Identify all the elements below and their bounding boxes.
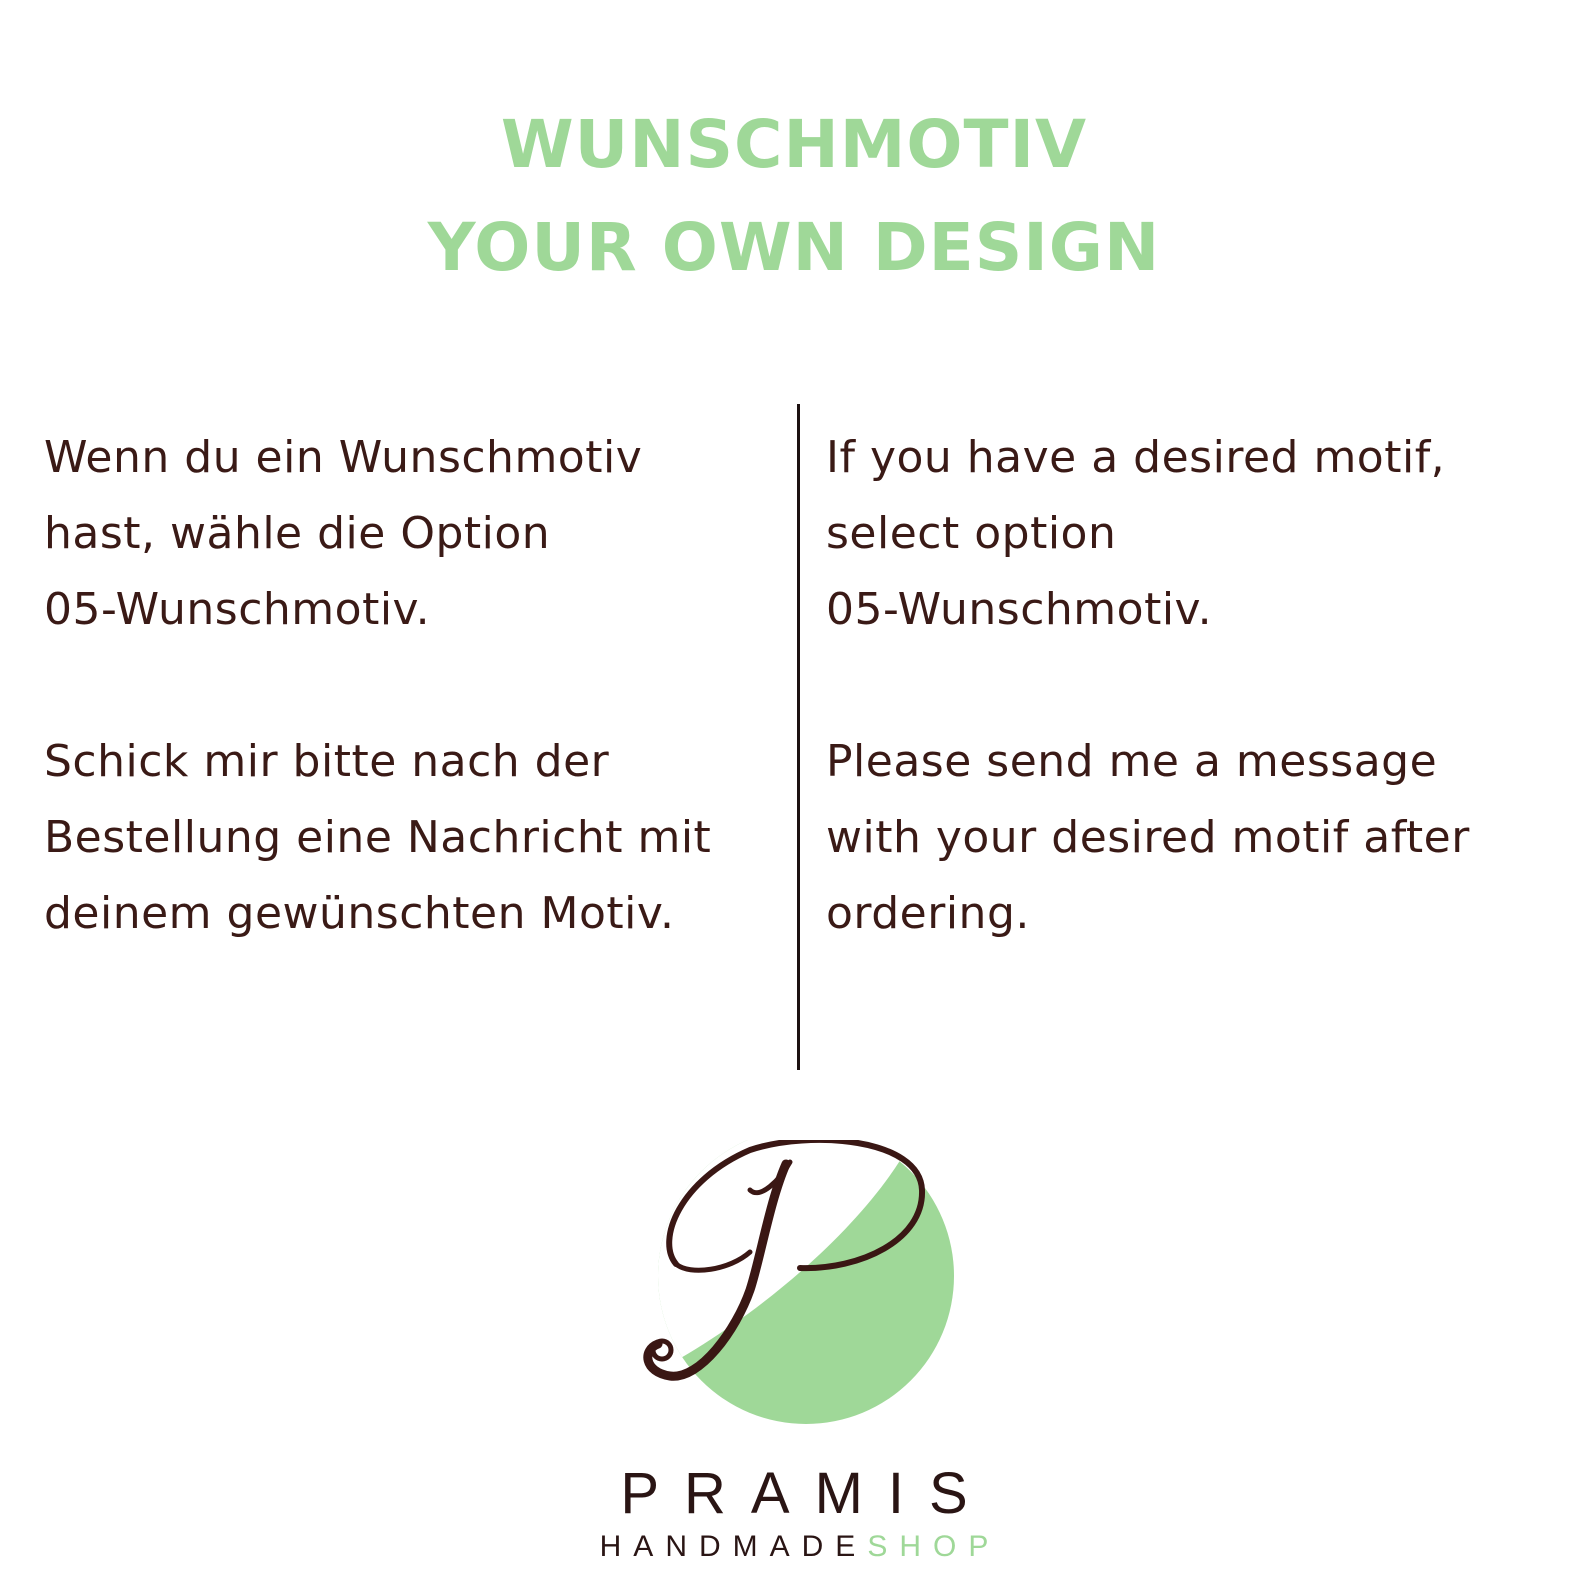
- text-line: hast, wähle die Option: [44, 508, 551, 559]
- brand-tagline: [0, 1532, 1588, 1562]
- english-paragraph-option: [826, 420, 1566, 648]
- pramis-logo-icon: [640, 1140, 960, 1440]
- english-paragraph-message: [826, 724, 1566, 952]
- text-line: Wenn du ein Wunschmotiv: [44, 432, 643, 483]
- title-english: YOUR OWN DESIGN: [427, 209, 1161, 286]
- text-line: with your desired motif after: [826, 812, 1470, 863]
- tagline-shop: SHOP: [867, 1530, 1001, 1563]
- text-line: Bestellung eine Nachricht mit: [44, 812, 712, 863]
- text-line: select option: [826, 508, 1117, 559]
- text-line: deinem gewünschten Motiv.: [44, 888, 675, 939]
- text-line: Please send me a message: [826, 736, 1438, 787]
- text-line: ordering.: [826, 888, 1030, 939]
- german-paragraph-message: [44, 724, 784, 952]
- brand-name: PRAMIS: [620, 1461, 993, 1526]
- text-line: 05-Wunschmotiv.: [826, 584, 1213, 635]
- english-text-column: [826, 420, 1566, 952]
- tagline-handmade: HANDMADE: [599, 1530, 868, 1563]
- text-line: 05-Wunschmotiv.: [44, 584, 431, 635]
- title-german: WUNSCHMOTIV: [500, 106, 1088, 183]
- german-paragraph-option: [44, 420, 784, 648]
- german-text-column: [44, 420, 784, 952]
- column-divider: [797, 404, 800, 1070]
- text-line: If you have a desired motif,: [826, 432, 1446, 483]
- text-line: Schick mir bitte nach der: [44, 736, 610, 787]
